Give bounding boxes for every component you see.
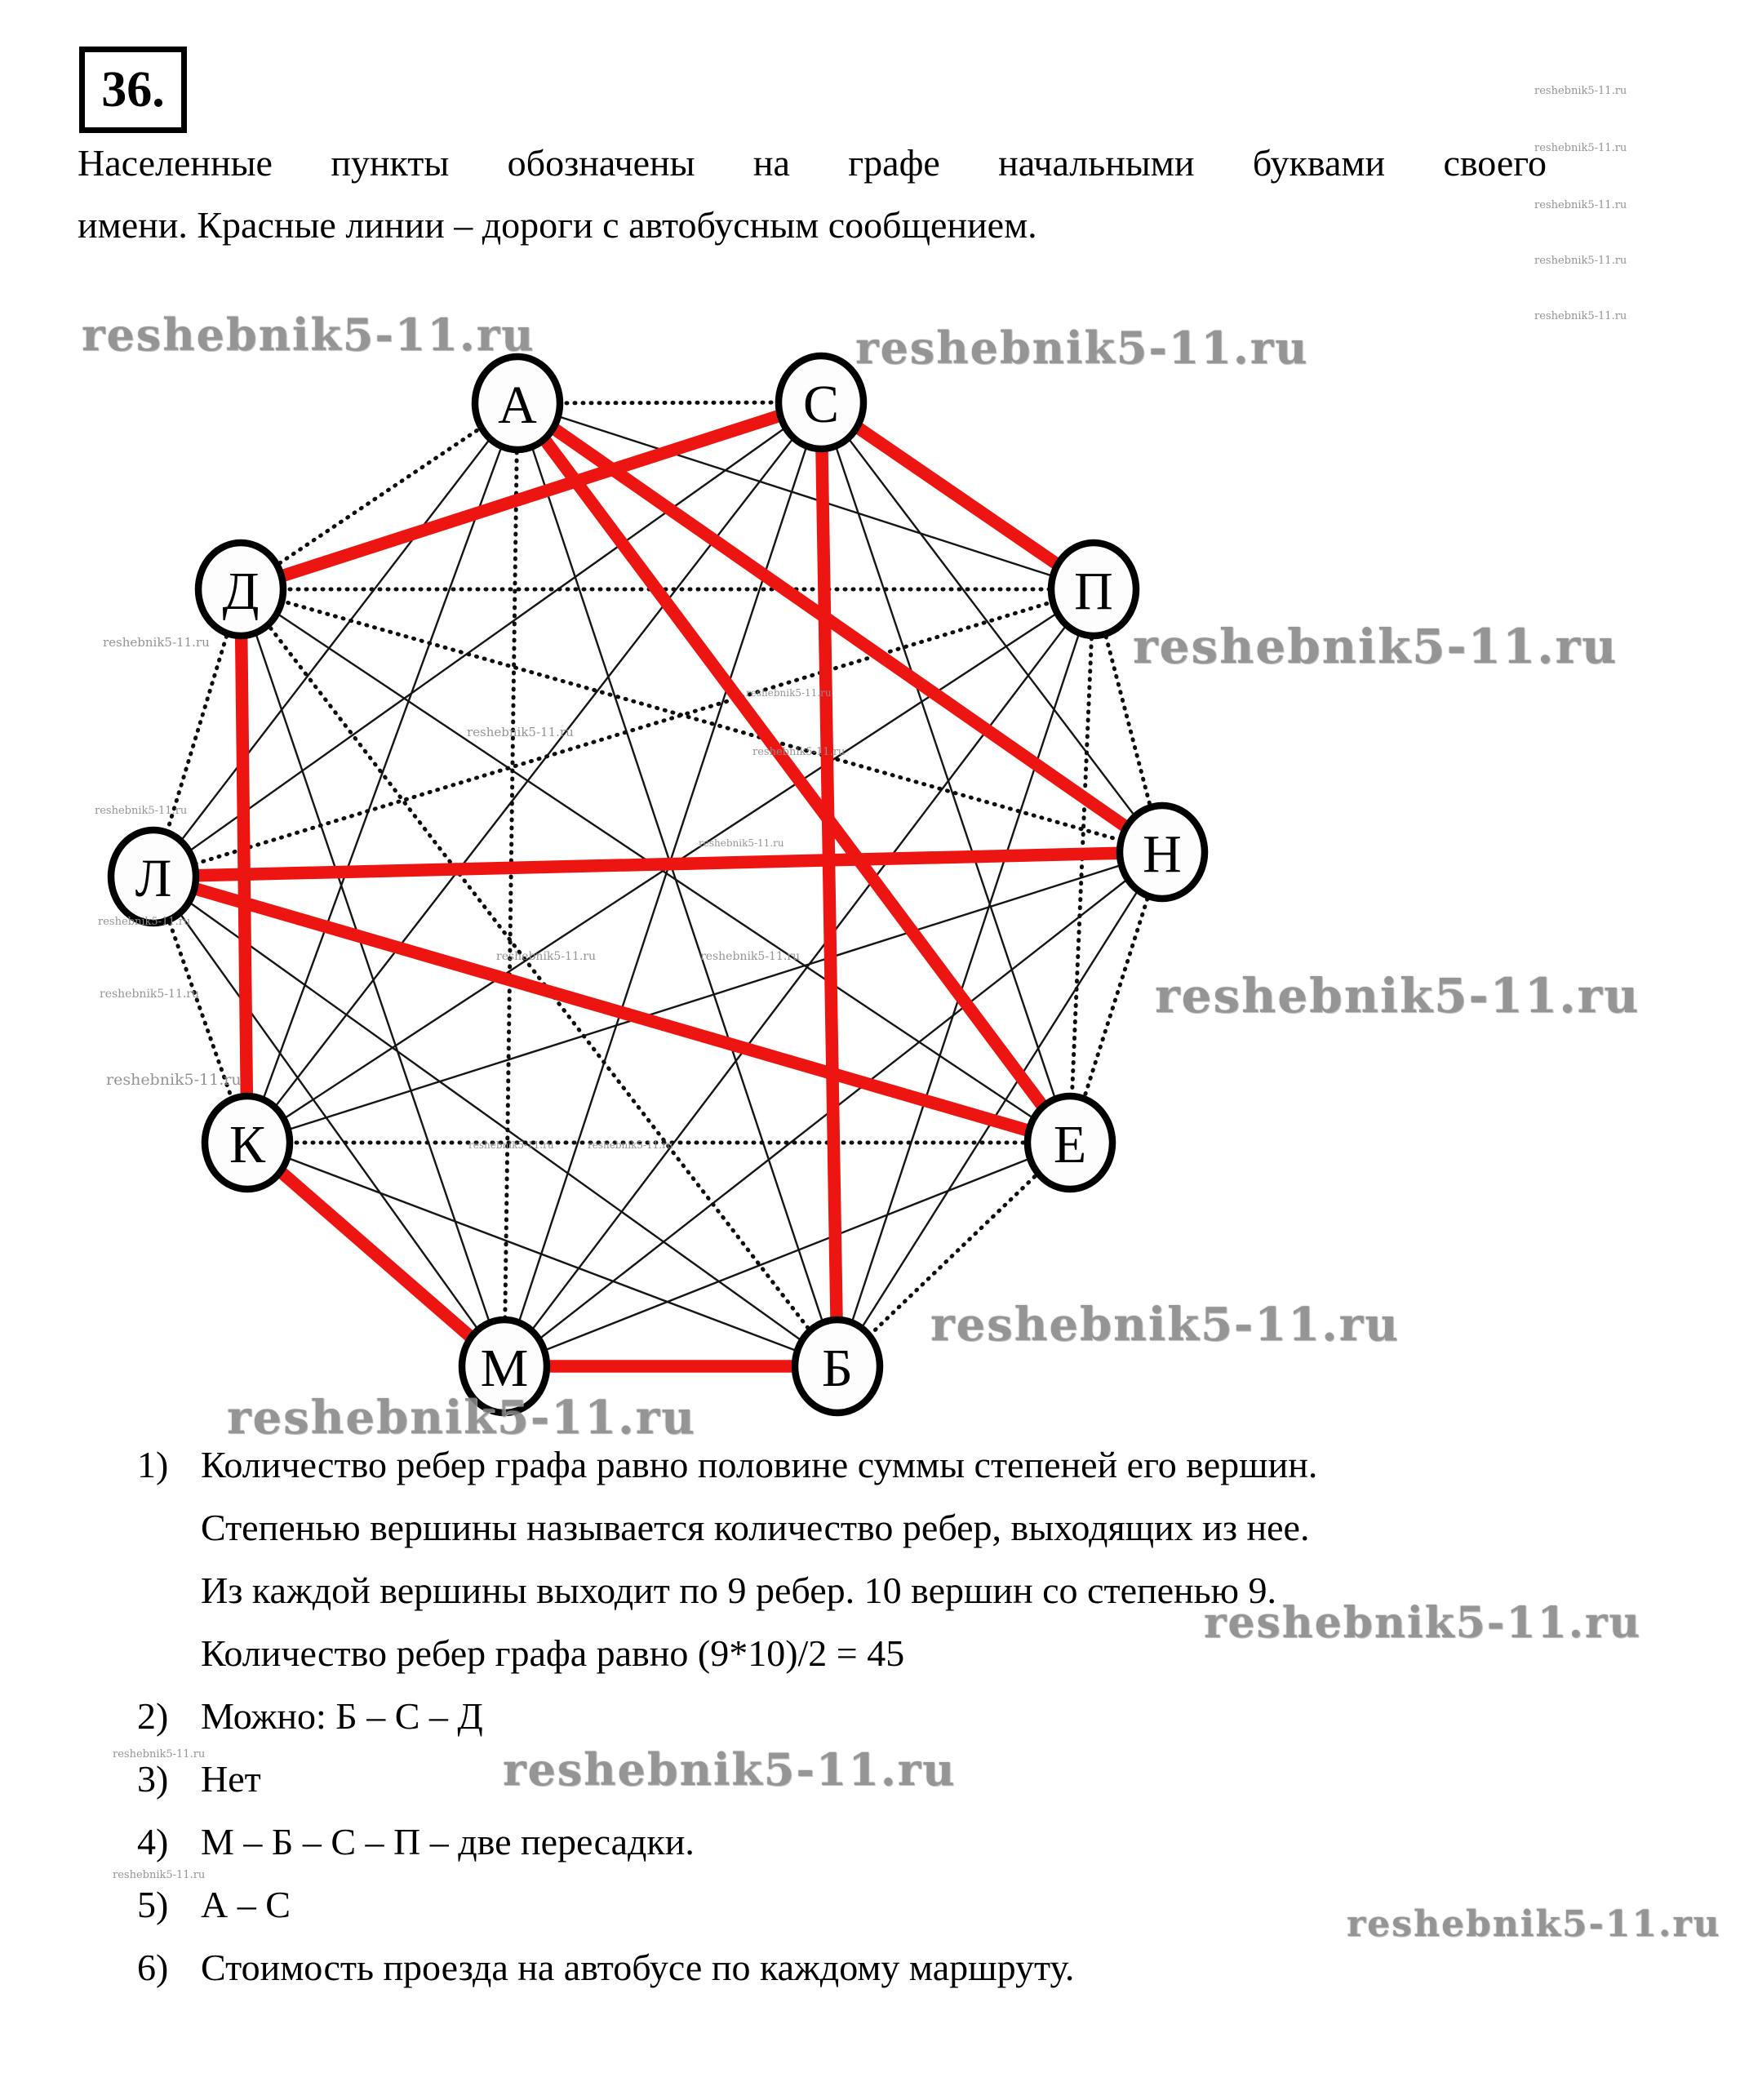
watermark: reshebnik5-11.ru [113,1748,206,1760]
task-title-line1: Населенные пункты обозначены на графе начальными буквами своего [78,142,1547,184]
answer-line: Из каждой вершины выходит по 9 ребер. 10 вершин со степенью 9. [201,1569,1276,1611]
node-label-Е: Е [1053,1114,1087,1174]
graph-node-Е [1028,1096,1112,1189]
answer-text [201,1685,483,1747]
answer-item-3 [137,1747,1317,1810]
watermark: reshebnik5-11.ru [1347,1903,1721,1945]
problem-number-box [79,47,187,133]
watermark: reshebnik5-11.ru [1534,85,1627,97]
edge-П-Е [1070,589,1094,1143]
answer-text [201,1433,1317,1685]
watermark: reshebnik5-11.ru [1133,619,1618,674]
edge-Н-К [247,852,1162,1143]
answer-number: 5) [137,1884,169,1925]
watermark: reshebnik5-11.ru [113,1869,206,1881]
answer-item-5 [137,1873,1317,1936]
node-label-С: С [802,374,840,434]
watermark: reshebnik5-11.ru [855,322,1309,374]
answer-number: 3) [137,1758,169,1800]
edge-С-М [504,402,821,1366]
edge-С-К [247,402,821,1143]
watermark: reshebnik5-11.ru [1204,1598,1642,1648]
edge-А-М [504,403,517,1366]
graph-node-Л [111,830,196,923]
answer-text [201,1810,695,1873]
answers-list [137,1433,1317,1999]
watermark: reshebnik5-11.ru [746,687,832,699]
answer-number: 1) [137,1444,169,1485]
watermark: reshebnik5-11.ru [82,309,535,361]
node-label-К: К [229,1114,266,1174]
graph-node-А [475,357,560,450]
answer-line: Можно: Б – С – Д [201,1695,483,1737]
edge-С-П [821,402,1094,589]
answer-number: 2) [137,1695,169,1737]
answer-text [201,1936,1074,1999]
edge-Л-Е [153,877,1070,1143]
edge-П-Л [153,589,1094,877]
watermark: reshebnik5-11.ru [752,746,846,758]
graph-node-К [205,1096,290,1189]
node-label-Б: Б [822,1338,853,1398]
watermark: reshebnik5-11.ru [468,1139,554,1151]
answer-item-6 [137,1936,1317,1999]
watermark: reshebnik5-11.ru [227,1391,696,1445]
task-title [78,132,1547,256]
watermark: reshebnik5-11.ru [95,805,188,817]
edge-Д-К [241,589,247,1143]
graph-node-Д [198,543,283,636]
graph-node-П [1051,543,1136,636]
edge-Д-Н [241,589,1162,852]
node-label-А: А [498,375,537,435]
edge-С-Б [821,402,837,1366]
answer-number: 4) [137,1821,169,1862]
answer-item-1 [137,1433,1317,1685]
watermark: reshebnik5-11.ru [503,1743,957,1796]
node-label-П: П [1074,561,1113,621]
watermark: reshebnik5-11.ru [1155,968,1640,1023]
watermark: reshebnik5-11.ru [930,1298,1400,1352]
answer-line: Нет [201,1758,261,1800]
problem-number: 36. [101,61,165,118]
node-label-Л: Л [135,848,172,908]
watermark: reshebnik5-11.ru [1534,310,1627,322]
watermark: reshebnik5-11.ru [700,950,801,963]
graph-node-Н [1120,806,1205,899]
answer-item-4 [137,1810,1317,1873]
node-label-М: М [480,1338,529,1398]
watermark: reshebnik5-11.ru [103,635,210,650]
graph-node-С [779,356,863,449]
edge-Н-Б [837,852,1162,1366]
watermark: reshebnik5-11.ru [106,1071,242,1089]
answer-text [201,1873,291,1936]
watermark: reshebnik5-11.ru [467,725,574,739]
watermark: reshebnik5-11.ru [496,950,597,963]
answer-line: Степенью вершины называется количество ребер, выходящих из нее. [201,1507,1310,1548]
watermark: reshebnik5-11.ru [699,837,784,849]
edge-Л-Н [153,852,1162,877]
answer-text [201,1747,261,1810]
answer-item-2 [137,1685,1317,1747]
task-title-line2: имени. Красные линии – дороги с автобусным сообщением. [78,204,1037,246]
edge-С-Л [153,402,821,877]
edge-П-Б [837,589,1094,1366]
answer-number: 6) [137,1947,169,1988]
graph-node-Б [795,1320,880,1413]
answer-line: А – С [201,1884,291,1925]
watermark: reshebnik5-11.ru [98,916,191,928]
answer-line: Количество ребер графа равно половине суммы степеней его вершин. [201,1444,1318,1485]
node-label-Н: Н [1143,824,1182,884]
watermark: reshebnik5-11.ru [1534,255,1627,267]
edge-А-Д [241,403,517,589]
watermark: reshebnik5-11.ru [100,988,200,1001]
watermark: reshebnik5-11.ru [1534,142,1627,154]
answer-line: Стоимость проезда на автобусе по каждому маршруту. [201,1947,1075,1988]
node-label-Д: Д [222,561,260,621]
watermark: reshebnik5-11.ru [1534,199,1627,211]
answer-line: Количество ребер графа равно (9*10)/2 = 45 [201,1632,905,1674]
answer-line: М – Б – С – П – две пересадки. [201,1821,695,1862]
watermark: reshebnik5-11.ru [588,1139,673,1151]
edge-А-Б [517,403,837,1366]
